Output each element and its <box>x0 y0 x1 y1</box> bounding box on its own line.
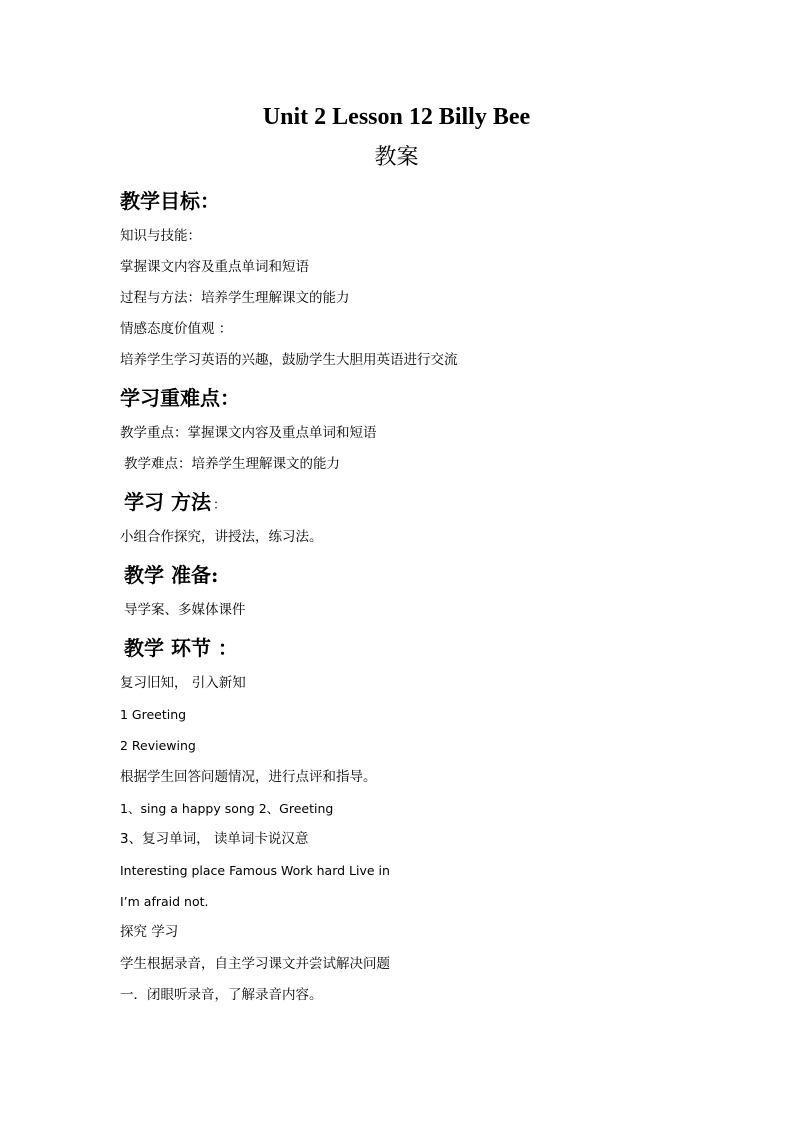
section-heading-methods <box>124 487 226 521</box>
preparation-line: 导学案、多媒体课件 <box>124 602 246 618</box>
section-heading-key-points: 学习重难点： <box>120 386 240 410</box>
procedure-line: I’m afraid not. <box>120 894 209 909</box>
methods-heading-colon: ： <box>212 498 226 513</box>
procedure-line: 探究 学习 <box>120 924 179 940</box>
section-heading-procedure: 教学 环节 ： <box>124 636 238 660</box>
section-heading-objectives: 教学目标： <box>120 189 220 213</box>
procedure-line: 根据学生回答问题情况，进行点评和指导。 <box>120 769 377 785</box>
procedure-line: 3、复习单词， 读单词卡说汉意 <box>120 831 309 847</box>
procedure-line: 1、sing a happy song 2、Greeting <box>120 801 334 816</box>
procedure-line: 2 Reviewing <box>120 738 196 753</box>
document-subtitle: 教案 <box>374 145 419 170</box>
objectives-line: 过程与方法：培养学生理解课文的能力 <box>120 290 350 306</box>
objectives-line: 情感态度价值观 ： <box>120 321 233 337</box>
methods-heading-text: 学习 方法 <box>124 490 211 514</box>
procedure-line: Interesting place Famous Work hard Live in <box>120 863 390 878</box>
procedure-line: 1 Greeting <box>120 707 187 722</box>
procedure-line: 复习旧知， 引入新知 <box>120 675 246 691</box>
objectives-line: 掌握课文内容及重点单词和短语 <box>120 259 309 275</box>
procedure-line: 学生根据录音，自主学习课文并尝试解决问题 <box>120 956 390 972</box>
methods-line: 小组合作探究，讲授法，练习法。 <box>120 529 323 545</box>
section-heading-preparation: 教学 准备: <box>124 563 219 587</box>
procedure-line: 一．闭眼听录音，了解录音内容。 <box>120 987 323 1003</box>
key-points-line: 教学难点：培养学生理解课文的能力 <box>124 456 340 472</box>
key-points-line: 教学重点：掌握课文内容及重点单词和短语 <box>120 425 377 441</box>
objectives-line: 知识与技能： <box>120 228 201 244</box>
document-title: Unit 2 Lesson 12 Billy Bee <box>262 104 531 130</box>
objectives-line: 培养学生学习英语的兴趣，鼓励学生大胆用英语进行交流 <box>120 352 458 368</box>
